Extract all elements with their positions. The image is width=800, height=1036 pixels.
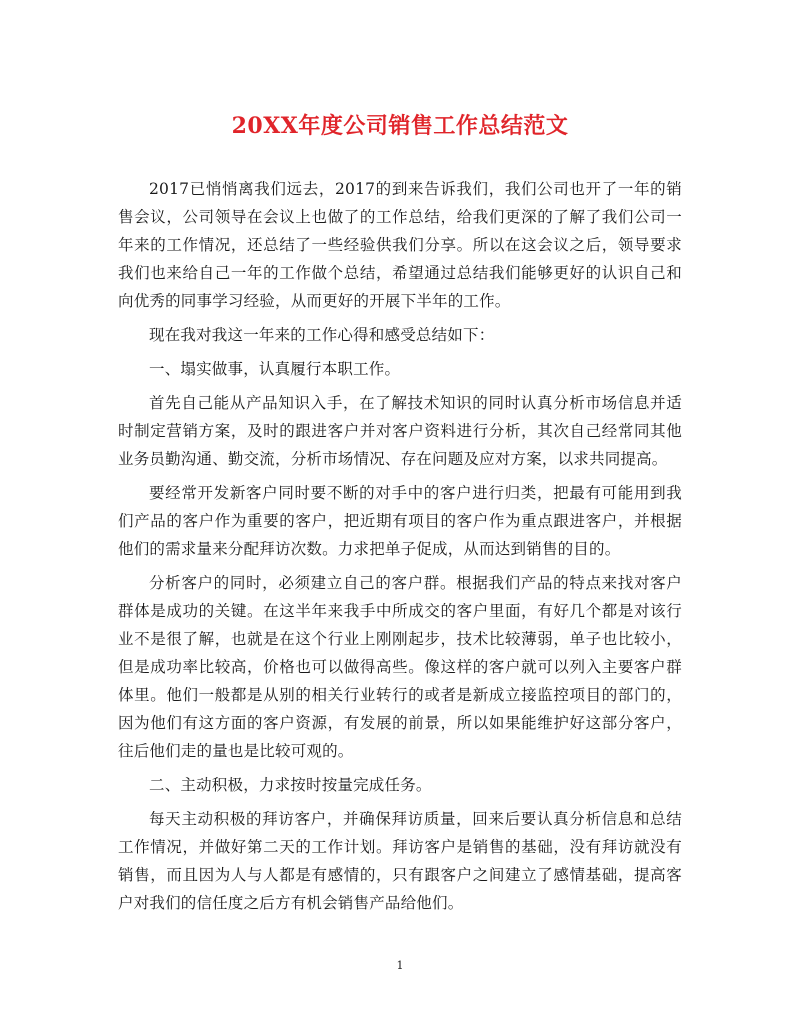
paragraph-customer-groups: 分析客户的同时，必须建立自己的客户群。根据我们产品的特点来找对客户群体是成功的关键。在这半年来我手中所成交的客户里面，有好几个都是对该行业不是很了解，也就是在这个行业上刚刚起步，技术比较薄弱，单子也比较小，但是成功率比较高，价格也可以做得高些。像这样的客户就可以列入主要客户群体里。他们一般都是从别的相关行业转行的或者是新成立接监控项目的部门的，因为他们有这方面的客户资源，有发展的前景，所以如果能维护好这部分客户，往后他们走的量也是比较可观的。: [118, 574, 682, 760]
document-title: 20XX年度公司销售工作总结范文: [231, 113, 569, 139]
page-number: 1: [396, 959, 404, 972]
paragraph-daily-visits: 每天主动积极的拜访客户，并确保拜访质量，回来后要认真分析信息和总结工作情况，并做好第二天的工作计划。拜访客户是销售的基础，没有拜访就没有销售，而且因为人与人都是有感情的，只有跟客户之间建立了感情基础，提高客户对我们的信任度之后方有机会销售产品给他们。: [118, 810, 682, 912]
paragraph-intro: 2017已悄悄离我们远去，2017的到来告诉我们，我们公司也开了一年的销售会议，公司领导在会议上也做了的工作总结，给我们更深的了解了我们公司一年来的工作情况，还总结了一些经验供我们分享。所以在这会议之后，领导要求我们也来给自己一年的工作做个总结，希望通过总结我们能够更好的认识自己和向优秀的同事学习经验，从而更好的开展下半年的工作。: [118, 180, 682, 310]
section-heading-1: 一、塌实做事，认真履行本职工作。: [149, 360, 401, 378]
document-body: [118, 175, 682, 923]
section-heading-2: 二、主动积极，力求按时按量完成任务。: [149, 776, 432, 794]
paragraph-product-knowledge: 首先自己能从产品知识入手，在了解技术知识的同时认真分析市场信息并适时制定营销方案，及时的跟进客户并对客户资料进行分析，其次自己经常同其他业务员勤沟通、勤交流，分析市场情况、存在问题及应对方案，以求共同提高。: [118, 394, 682, 468]
paragraph-summary-lead: 现在我对我这一年来的工作心得和感受总结如下：: [149, 326, 495, 344]
paragraph-new-customers: 要经常开发新客户同时要不断的对手中的客户进行归类，把最有可能用到我们产品的客户作为重要的客户，把近期有项目的客户作为重点跟进客户，并根据他们的需求量来分配拜访次数。力求把单子促成，从而达到销售的目的。: [118, 484, 682, 558]
